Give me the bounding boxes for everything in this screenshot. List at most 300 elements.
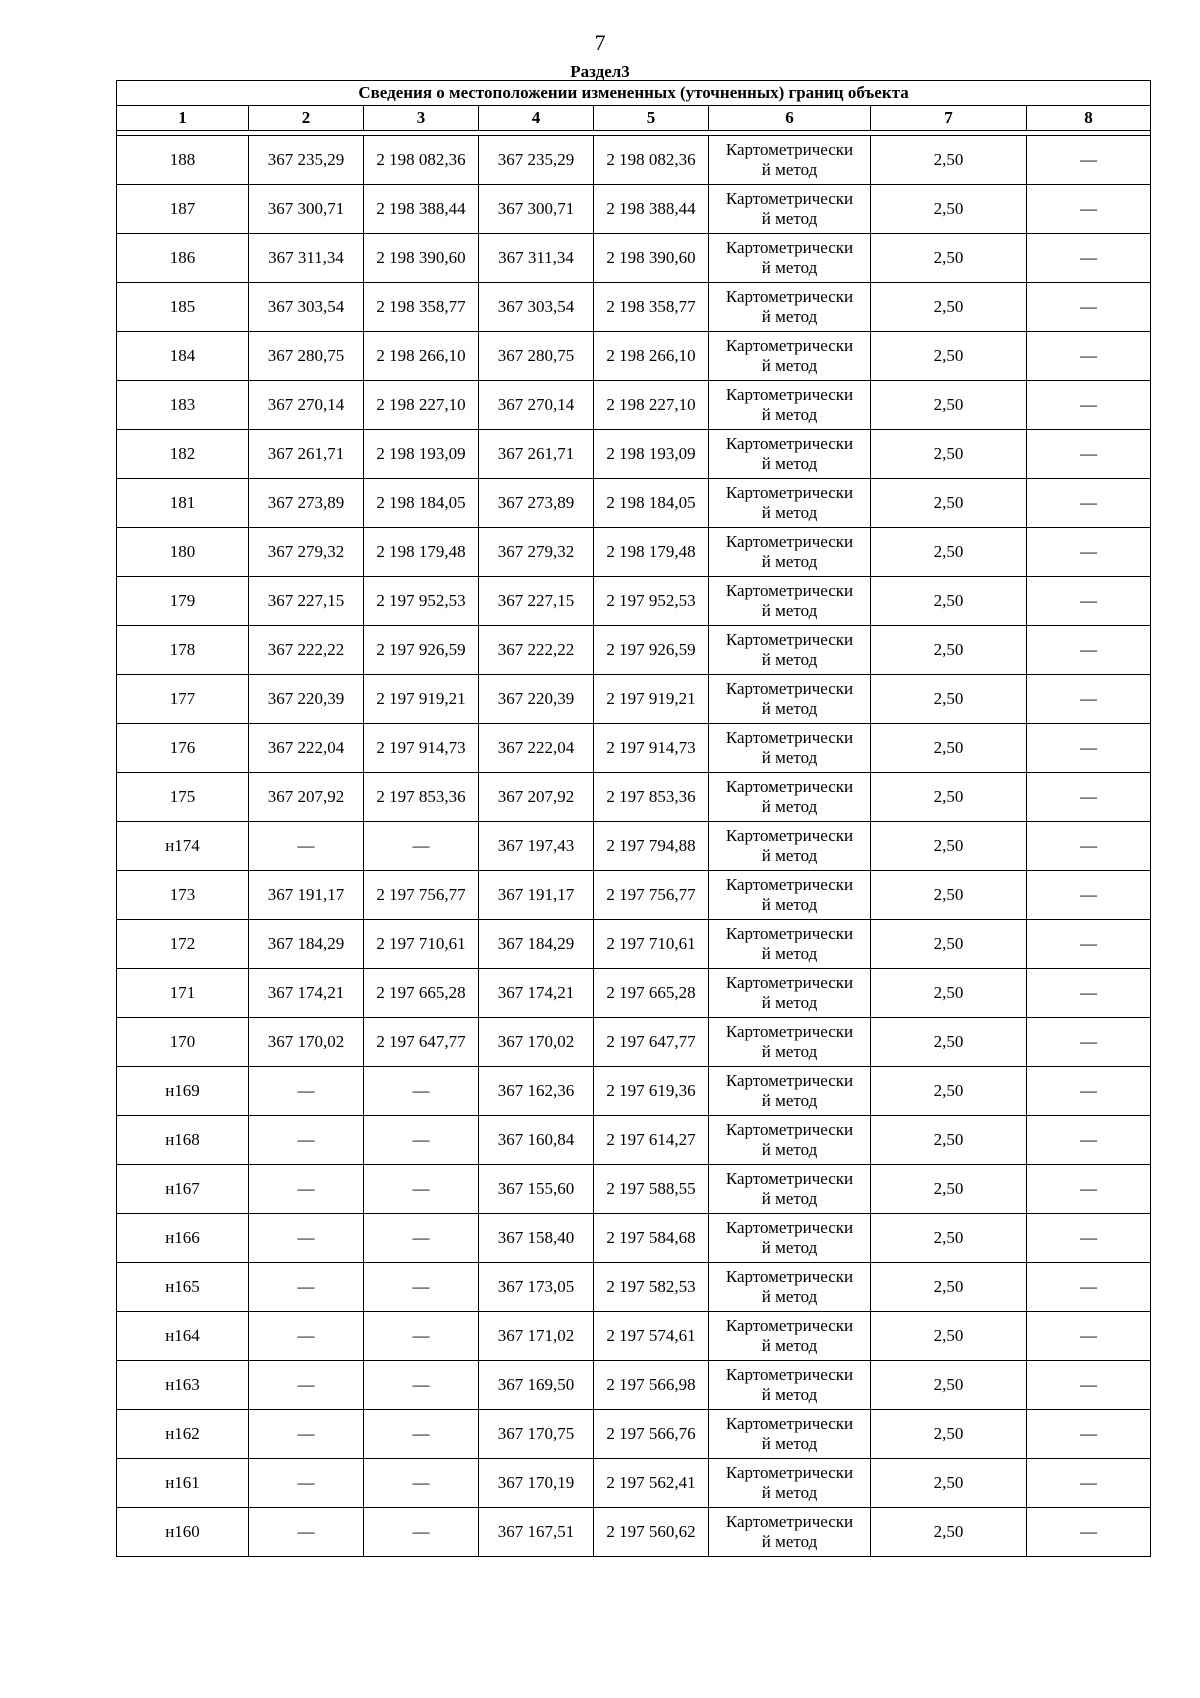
description-cell: —: [1027, 479, 1151, 528]
table-row: [117, 528, 1151, 577]
x-new-cell: 367 170,75: [479, 1410, 594, 1459]
x-new-cell: 367 160,84: [479, 1116, 594, 1165]
x-old-cell: 367 235,29: [249, 136, 364, 185]
point-number-cell: н161: [117, 1459, 249, 1508]
y-new-cell: 2 198 388,44: [594, 185, 709, 234]
x-old-cell: —: [249, 1361, 364, 1410]
y-old-cell: 2 198 184,05: [364, 479, 479, 528]
x-old-cell: —: [249, 1459, 364, 1508]
y-new-cell: 2 198 390,60: [594, 234, 709, 283]
y-old-cell: 2 197 952,53: [364, 577, 479, 626]
y-new-cell: 2 197 794,88: [594, 822, 709, 871]
accuracy-cell: 2,50: [871, 1312, 1027, 1361]
y-new-cell: 2 198 358,77: [594, 283, 709, 332]
point-number-cell: 180: [117, 528, 249, 577]
x-old-cell: 367 227,15: [249, 577, 364, 626]
x-old-cell: 367 207,92: [249, 773, 364, 822]
description-cell: —: [1027, 1312, 1151, 1361]
method-text-line: й метод: [761, 748, 818, 767]
y-new-cell: 2 197 926,59: [594, 626, 709, 675]
table-row: [117, 871, 1151, 920]
x-new-cell: 367 303,54: [479, 283, 594, 332]
table-row: [117, 577, 1151, 626]
column-number-2: 2: [249, 106, 364, 131]
y-new-cell: 2 197 756,77: [594, 871, 709, 920]
y-new-cell: 2 197 582,53: [594, 1263, 709, 1312]
y-old-cell: 2 197 919,21: [364, 675, 479, 724]
description-cell: —: [1027, 920, 1151, 969]
y-old-cell: —: [364, 1410, 479, 1459]
x-old-cell: —: [249, 1410, 364, 1459]
method-cell: [709, 136, 871, 185]
method-text-line: Картометрически: [725, 1267, 854, 1286]
x-new-cell: 367 174,21: [479, 969, 594, 1018]
table-row: [117, 920, 1151, 969]
method-cell: [709, 283, 871, 332]
method-text-line: й метод: [761, 895, 818, 914]
y-old-cell: —: [364, 1508, 479, 1557]
table-row: [117, 136, 1151, 185]
point-number-cell: н160: [117, 1508, 249, 1557]
table-row: [117, 969, 1151, 1018]
y-new-cell: 2 198 082,36: [594, 136, 709, 185]
point-number-cell: 175: [117, 773, 249, 822]
x-new-cell: 367 162,36: [479, 1067, 594, 1116]
point-number-cell: 183: [117, 381, 249, 430]
method-text-line: Картометрически: [725, 483, 854, 502]
point-number-cell: н163: [117, 1361, 249, 1410]
point-number-cell: 173: [117, 871, 249, 920]
column-number-4: 4: [479, 106, 594, 131]
accuracy-cell: 2,50: [871, 283, 1027, 332]
y-new-cell: 2 197 614,27: [594, 1116, 709, 1165]
table-row: [117, 381, 1151, 430]
y-old-cell: —: [364, 1459, 479, 1508]
y-new-cell: 2 197 584,68: [594, 1214, 709, 1263]
method-text-line: й метод: [761, 454, 818, 473]
description-cell: —: [1027, 1508, 1151, 1557]
x-new-cell: 367 197,43: [479, 822, 594, 871]
y-old-cell: 2 198 179,48: [364, 528, 479, 577]
point-number-cell: 170: [117, 1018, 249, 1067]
method-cell: [709, 1361, 871, 1410]
description-cell: —: [1027, 822, 1151, 871]
x-new-cell: 367 191,17: [479, 871, 594, 920]
description-cell: —: [1027, 1214, 1151, 1263]
accuracy-cell: 2,50: [871, 969, 1027, 1018]
y-new-cell: 2 197 560,62: [594, 1508, 709, 1557]
point-number-cell: 184: [117, 332, 249, 381]
accuracy-cell: 2,50: [871, 528, 1027, 577]
y-old-cell: —: [364, 1214, 479, 1263]
description-cell: —: [1027, 234, 1151, 283]
table-row: [117, 430, 1151, 479]
column-number-7: 7: [871, 106, 1027, 131]
description-cell: —: [1027, 1018, 1151, 1067]
method-text-line: й метод: [761, 258, 818, 277]
table-row: [117, 1018, 1151, 1067]
method-cell: [709, 1214, 871, 1263]
accuracy-cell: 2,50: [871, 724, 1027, 773]
x-old-cell: 367 270,14: [249, 381, 364, 430]
y-new-cell: 2 197 588,55: [594, 1165, 709, 1214]
point-number-cell: 185: [117, 283, 249, 332]
method-text-line: Картометрически: [725, 581, 854, 600]
method-text-line: Картометрически: [725, 532, 854, 551]
description-cell: —: [1027, 332, 1151, 381]
y-old-cell: —: [364, 1067, 479, 1116]
x-old-cell: 367 261,71: [249, 430, 364, 479]
x-new-cell: 367 311,34: [479, 234, 594, 283]
method-cell: [709, 234, 871, 283]
method-text-line: й метод: [761, 1238, 818, 1257]
table-row: [117, 332, 1151, 381]
description-cell: —: [1027, 724, 1151, 773]
method-text-line: й метод: [761, 993, 818, 1012]
x-new-cell: 367 207,92: [479, 773, 594, 822]
table-row: [117, 1459, 1151, 1508]
point-number-cell: 181: [117, 479, 249, 528]
method-text-line: Картометрически: [725, 630, 854, 649]
method-text-line: й метод: [761, 356, 818, 375]
table-caption-row: [117, 81, 1151, 106]
page-number: 7: [594, 30, 606, 55]
description-cell: —: [1027, 1361, 1151, 1410]
table-row: [117, 1214, 1151, 1263]
method-text-line: Картометрически: [725, 1463, 854, 1482]
description-cell: —: [1027, 626, 1151, 675]
description-cell: —: [1027, 1410, 1151, 1459]
accuracy-cell: 2,50: [871, 1067, 1027, 1116]
method-text-line: й метод: [761, 1091, 818, 1110]
y-old-cell: 2 198 082,36: [364, 136, 479, 185]
method-cell: [709, 920, 871, 969]
table-row: [117, 822, 1151, 871]
y-old-cell: —: [364, 1116, 479, 1165]
x-old-cell: 367 222,22: [249, 626, 364, 675]
y-old-cell: 2 197 647,77: [364, 1018, 479, 1067]
point-number-cell: 187: [117, 185, 249, 234]
y-old-cell: 2 197 853,36: [364, 773, 479, 822]
table-row: [117, 1116, 1151, 1165]
boundary-coordinates-table: [116, 80, 1151, 1557]
y-new-cell: 2 197 574,61: [594, 1312, 709, 1361]
description-cell: —: [1027, 1116, 1151, 1165]
y-old-cell: 2 198 193,09: [364, 430, 479, 479]
point-number-cell: н164: [117, 1312, 249, 1361]
method-text-line: й метод: [761, 601, 818, 620]
method-text-line: Картометрически: [725, 434, 854, 453]
method-cell: [709, 969, 871, 1018]
table-row: [117, 1067, 1151, 1116]
column-number-8: 8: [1027, 106, 1151, 131]
point-number-cell: н166: [117, 1214, 249, 1263]
method-text-line: й метод: [761, 1434, 818, 1453]
accuracy-cell: 2,50: [871, 136, 1027, 185]
method-text-line: Картометрически: [725, 1120, 854, 1139]
table-row: [117, 1165, 1151, 1214]
method-text-line: Картометрически: [725, 1169, 854, 1188]
x-old-cell: 367 174,21: [249, 969, 364, 1018]
accuracy-cell: 2,50: [871, 1410, 1027, 1459]
table-row: [117, 626, 1151, 675]
x-new-cell: 367 279,32: [479, 528, 594, 577]
y-new-cell: 2 197 619,36: [594, 1067, 709, 1116]
x-new-cell: 367 167,51: [479, 1508, 594, 1557]
x-new-cell: 367 300,71: [479, 185, 594, 234]
method-cell: [709, 871, 871, 920]
description-cell: —: [1027, 381, 1151, 430]
table-row: [117, 724, 1151, 773]
y-new-cell: 2 198 227,10: [594, 381, 709, 430]
method-text-line: й метод: [761, 846, 818, 865]
x-new-cell: 367 158,40: [479, 1214, 594, 1263]
method-cell: [709, 1508, 871, 1557]
point-number-cell: н169: [117, 1067, 249, 1116]
x-old-cell: 367 273,89: [249, 479, 364, 528]
method-text-line: Картометрически: [725, 1071, 854, 1090]
x-old-cell: —: [249, 1312, 364, 1361]
x-new-cell: 367 227,15: [479, 577, 594, 626]
y-new-cell: 2 197 919,21: [594, 675, 709, 724]
table-row: [117, 234, 1151, 283]
method-text-line: й метод: [761, 552, 818, 571]
method-text-line: Картометрически: [725, 385, 854, 404]
y-old-cell: 2 198 227,10: [364, 381, 479, 430]
x-old-cell: —: [249, 1067, 364, 1116]
method-text-line: Картометрически: [725, 287, 854, 306]
table-row: [117, 1312, 1151, 1361]
column-number-row: [117, 106, 1151, 131]
x-new-cell: 367 170,02: [479, 1018, 594, 1067]
method-cell: [709, 1116, 871, 1165]
method-cell: [709, 1312, 871, 1361]
description-cell: —: [1027, 528, 1151, 577]
x-old-cell: 367 170,02: [249, 1018, 364, 1067]
method-text-line: Картометрически: [725, 728, 854, 747]
x-old-cell: —: [249, 1165, 364, 1214]
method-text-line: Картометрически: [725, 973, 854, 992]
x-new-cell: 367 170,19: [479, 1459, 594, 1508]
accuracy-cell: 2,50: [871, 773, 1027, 822]
x-old-cell: —: [249, 1214, 364, 1263]
y-old-cell: 2 197 665,28: [364, 969, 479, 1018]
accuracy-cell: 2,50: [871, 577, 1027, 626]
table-row: [117, 1410, 1151, 1459]
x-new-cell: 367 280,75: [479, 332, 594, 381]
method-text-line: й метод: [761, 1532, 818, 1551]
accuracy-cell: 2,50: [871, 479, 1027, 528]
y-old-cell: 2 198 388,44: [364, 185, 479, 234]
description-cell: —: [1027, 1067, 1151, 1116]
table-row: [117, 283, 1151, 332]
point-number-cell: 186: [117, 234, 249, 283]
x-old-cell: 367 311,34: [249, 234, 364, 283]
table-row: [117, 185, 1151, 234]
y-new-cell: 2 197 853,36: [594, 773, 709, 822]
method-text-line: й метод: [761, 1483, 818, 1502]
description-cell: —: [1027, 1263, 1151, 1312]
method-text-line: Картометрически: [725, 679, 854, 698]
point-number-cell: н165: [117, 1263, 249, 1312]
point-number-cell: 179: [117, 577, 249, 626]
table-row: [117, 1361, 1151, 1410]
method-text-line: Картометрически: [725, 1022, 854, 1041]
x-old-cell: 367 279,32: [249, 528, 364, 577]
method-text-line: й метод: [761, 699, 818, 718]
y-new-cell: 2 197 952,53: [594, 577, 709, 626]
x-new-cell: 367 261,71: [479, 430, 594, 479]
column-number-1: 1: [117, 106, 249, 131]
table-body: [117, 136, 1151, 1557]
y-old-cell: 2 197 710,61: [364, 920, 479, 969]
description-cell: —: [1027, 1459, 1151, 1508]
description-cell: —: [1027, 185, 1151, 234]
y-old-cell: —: [364, 822, 479, 871]
method-text-line: Картометрически: [725, 189, 854, 208]
accuracy-cell: 2,50: [871, 1361, 1027, 1410]
method-text-line: Картометрически: [725, 238, 854, 257]
method-text-line: й метод: [761, 1287, 818, 1306]
method-text-line: й метод: [761, 503, 818, 522]
x-old-cell: 367 280,75: [249, 332, 364, 381]
y-new-cell: 2 197 647,77: [594, 1018, 709, 1067]
y-new-cell: 2 198 266,10: [594, 332, 709, 381]
method-text-line: й метод: [761, 1189, 818, 1208]
table-row: [117, 675, 1151, 724]
method-cell: [709, 479, 871, 528]
accuracy-cell: 2,50: [871, 1459, 1027, 1508]
y-new-cell: 2 198 193,09: [594, 430, 709, 479]
x-old-cell: —: [249, 1116, 364, 1165]
x-old-cell: —: [249, 822, 364, 871]
point-number-cell: 171: [117, 969, 249, 1018]
point-number-cell: 188: [117, 136, 249, 185]
x-old-cell: 367 191,17: [249, 871, 364, 920]
y-old-cell: 2 197 756,77: [364, 871, 479, 920]
y-old-cell: —: [364, 1263, 479, 1312]
method-text-line: й метод: [761, 160, 818, 179]
accuracy-cell: 2,50: [871, 920, 1027, 969]
description-cell: —: [1027, 1165, 1151, 1214]
description-cell: —: [1027, 773, 1151, 822]
accuracy-cell: 2,50: [871, 675, 1027, 724]
method-text-line: Картометрически: [725, 924, 854, 943]
method-text-line: й метод: [761, 307, 818, 326]
accuracy-cell: 2,50: [871, 430, 1027, 479]
y-new-cell: 2 197 566,76: [594, 1410, 709, 1459]
y-new-cell: 2 197 566,98: [594, 1361, 709, 1410]
point-number-cell: 176: [117, 724, 249, 773]
method-text-line: Картометрически: [725, 1316, 854, 1335]
x-new-cell: 367 184,29: [479, 920, 594, 969]
method-cell: [709, 185, 871, 234]
method-cell: [709, 332, 871, 381]
method-cell: [709, 626, 871, 675]
y-new-cell: 2 198 184,05: [594, 479, 709, 528]
x-new-cell: 367 220,39: [479, 675, 594, 724]
method-text-line: й метод: [761, 1140, 818, 1159]
point-number-cell: н162: [117, 1410, 249, 1459]
point-number-cell: 177: [117, 675, 249, 724]
accuracy-cell: 2,50: [871, 185, 1027, 234]
accuracy-cell: 2,50: [871, 1018, 1027, 1067]
method-text-line: Картометрически: [725, 336, 854, 355]
method-cell: [709, 1067, 871, 1116]
accuracy-cell: 2,50: [871, 1116, 1027, 1165]
y-new-cell: 2 197 665,28: [594, 969, 709, 1018]
method-text-line: Картометрически: [725, 1512, 854, 1531]
accuracy-cell: 2,50: [871, 1263, 1027, 1312]
method-text-line: Картометрически: [725, 875, 854, 894]
method-cell: [709, 1018, 871, 1067]
y-new-cell: 2 197 914,73: [594, 724, 709, 773]
table-row: [117, 1263, 1151, 1312]
method-cell: [709, 577, 871, 626]
method-cell: [709, 528, 871, 577]
x-old-cell: 367 222,04: [249, 724, 364, 773]
y-old-cell: 2 197 914,73: [364, 724, 479, 773]
x-new-cell: 367 273,89: [479, 479, 594, 528]
description-cell: —: [1027, 577, 1151, 626]
x-old-cell: 367 303,54: [249, 283, 364, 332]
description-cell: —: [1027, 283, 1151, 332]
accuracy-cell: 2,50: [871, 1508, 1027, 1557]
y-old-cell: 2 197 926,59: [364, 626, 479, 675]
x-new-cell: 367 222,22: [479, 626, 594, 675]
method-text-line: Картометрически: [725, 1414, 854, 1433]
y-old-cell: 2 198 390,60: [364, 234, 479, 283]
method-text-line: Картометрически: [725, 777, 854, 796]
point-number-cell: 182: [117, 430, 249, 479]
point-number-cell: н167: [117, 1165, 249, 1214]
method-text-line: й метод: [761, 1042, 818, 1061]
y-old-cell: 2 198 358,77: [364, 283, 479, 332]
table-caption: Сведения о местоположении измененных (уточненных) границ объекта: [117, 81, 1151, 106]
x-old-cell: 367 300,71: [249, 185, 364, 234]
y-old-cell: —: [364, 1165, 479, 1214]
column-number-6: 6: [709, 106, 871, 131]
x-new-cell: 367 155,60: [479, 1165, 594, 1214]
x-old-cell: 367 184,29: [249, 920, 364, 969]
method-text-line: Картометрически: [725, 1218, 854, 1237]
point-number-cell: н168: [117, 1116, 249, 1165]
accuracy-cell: 2,50: [871, 1165, 1027, 1214]
method-cell: [709, 1459, 871, 1508]
x-new-cell: 367 169,50: [479, 1361, 594, 1410]
table-row: [117, 479, 1151, 528]
description-cell: —: [1027, 969, 1151, 1018]
method-text-line: й метод: [761, 650, 818, 669]
description-cell: —: [1027, 871, 1151, 920]
method-text-line: й метод: [761, 944, 818, 963]
accuracy-cell: 2,50: [871, 626, 1027, 675]
y-old-cell: 2 198 266,10: [364, 332, 479, 381]
x-new-cell: 367 171,02: [479, 1312, 594, 1361]
method-cell: [709, 381, 871, 430]
method-cell: [709, 724, 871, 773]
y-old-cell: —: [364, 1361, 479, 1410]
x-new-cell: 367 270,14: [479, 381, 594, 430]
description-cell: —: [1027, 430, 1151, 479]
table-row: [117, 773, 1151, 822]
method-text-line: Картометрически: [725, 1365, 854, 1384]
point-number-cell: 172: [117, 920, 249, 969]
point-number-cell: 178: [117, 626, 249, 675]
accuracy-cell: 2,50: [871, 381, 1027, 430]
method-text-line: Картометрически: [725, 140, 854, 159]
method-text-line: Картометрически: [725, 826, 854, 845]
